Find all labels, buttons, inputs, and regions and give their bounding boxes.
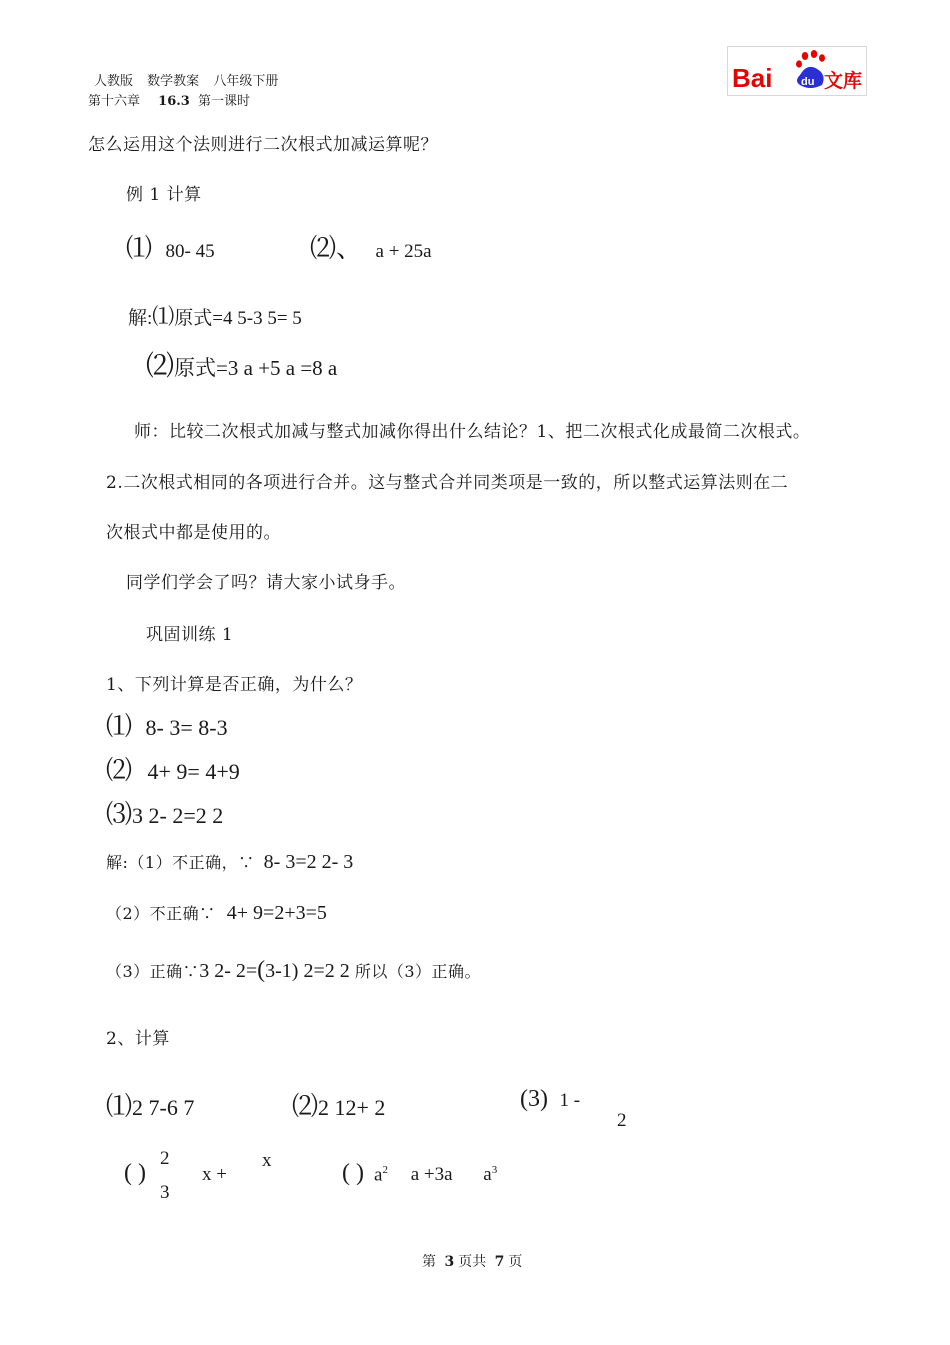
example1-solution-2 xyxy=(146,344,337,384)
teacher-remark-line-3: 次根式中都是使用的。 xyxy=(106,523,281,543)
q2-item-2-expr: 2 12+ 2 xyxy=(318,1095,386,1120)
header-line-2 xyxy=(88,90,250,109)
q1-answer-3-tail: 3-1) 2=2 2 xyxy=(265,960,350,982)
footer-page: 3 xyxy=(444,1254,455,1270)
q1-answer-2-expr: 4+ 9=2+3=5 xyxy=(226,902,327,924)
q1-answer-3-end: 所以（3）正确。 xyxy=(354,962,482,981)
example1-title: 例 1 计算 xyxy=(126,185,202,205)
example1-p1-expr: 80- 45 xyxy=(165,241,215,262)
q2-item-1 xyxy=(106,1086,194,1123)
q1-item-2 xyxy=(106,750,240,787)
q2-item-2-label: ⑵ xyxy=(292,1092,319,1121)
q1-answer-3-text: （3）正确∵ xyxy=(106,962,200,981)
q1-item-2-expr: 4+ 9= 4+9 xyxy=(147,759,240,784)
example1-sol1-expr: 原式=4 5-3 5= 5 xyxy=(174,308,302,329)
q1-item-1 xyxy=(106,706,228,743)
header-chapter: 第十六章 xyxy=(88,94,141,109)
example1-p1-label: ⑴ xyxy=(126,234,153,263)
example1-sol-label: 解: xyxy=(128,308,153,329)
header-section: 16.3 xyxy=(158,94,190,109)
header-subject: 数学教案 xyxy=(147,74,200,89)
q1-answer-1 xyxy=(106,850,353,874)
q2-item-1-label: ⑴ xyxy=(106,1092,133,1121)
practice-title: 巩固训练 1 xyxy=(146,625,234,645)
q1-item-1-label: ⑴ xyxy=(106,712,133,741)
q1-answer-2-text: （2）不正确∵ xyxy=(106,904,216,923)
q2-item-3-denominator: 2 xyxy=(617,1110,627,1131)
page-footer xyxy=(422,1251,522,1271)
footer-total-prefix: 共 xyxy=(472,1254,487,1270)
example1-sol1-label: ⑴ xyxy=(152,304,175,329)
q2-row2-b-paren: ( ) xyxy=(342,1160,364,1186)
q2-item-3-expr: 1 - xyxy=(559,1090,581,1111)
header-publisher: 人教版 xyxy=(94,74,134,89)
example1-sol2-expr: 原式=3 a +5 a =8 a xyxy=(174,356,338,380)
example1-sol2-label: ⑵ xyxy=(146,351,175,382)
footer-suffix: 页 xyxy=(508,1254,523,1270)
q2-item-2 xyxy=(292,1086,385,1123)
example1-p2-label: ⑵、 xyxy=(310,234,363,263)
teacher-remark-line-2: 2.二次根式相同的各项进行合并。这与整式合并同类项是一致的，所以整式运算法则在二 xyxy=(106,473,789,493)
example1-p2-expr: a + 25a xyxy=(375,241,432,262)
teacher-remark-line-1: 师：比较二次根式加减与整式加减你得出什么结论？1、把二次根式化成最简二次根式。 xyxy=(134,422,811,442)
q2-row2-b-a2: a xyxy=(483,1164,492,1186)
q1-answer-1-text: 解:（1）不正确，∵ xyxy=(106,853,255,872)
header-lesson: 第一课时 xyxy=(197,94,250,109)
intro-question: 怎么运用这个法则进行二次根式加减运算呢？ xyxy=(88,135,438,155)
header-grade: 八年级下册 xyxy=(213,74,279,89)
q1-answer-1-expr: 8- 3=2 2- 3 xyxy=(263,851,354,873)
q2-row2-b-sup1: 2 xyxy=(382,1164,388,1176)
q2-row2-b-a1: a xyxy=(374,1164,383,1186)
q2-row2-a-x: x xyxy=(262,1150,272,1171)
q1-answer-2 xyxy=(106,901,327,925)
logo-wenku: 文库 xyxy=(824,70,863,92)
q1-item-3-expr: 3 2- 2=2 2 xyxy=(132,803,224,828)
logo-bai: Bai xyxy=(732,63,773,93)
q2-row2-b-sup2: 3 xyxy=(491,1164,498,1176)
q1-item-2-label: ⑵ xyxy=(106,756,133,785)
footer-mid: 页 xyxy=(458,1254,473,1270)
baidu-wenku-logo xyxy=(727,46,867,96)
q1-answer-3-open: ( xyxy=(257,957,266,983)
students-prompt: 同学们学会了吗？请大家小试身手。 xyxy=(126,573,406,593)
q2-row2-a-paren: ( ) xyxy=(124,1160,146,1186)
q2-row2-b-mid: a +3a xyxy=(410,1164,453,1186)
q1-item-3 xyxy=(106,794,223,831)
q2-row2-a-expr: x + xyxy=(202,1164,227,1185)
example1-problem-1 xyxy=(126,228,215,265)
logo-du: du xyxy=(801,76,815,88)
example1-solution-1 xyxy=(128,300,302,331)
footer-total: 7 xyxy=(494,1254,505,1270)
q2-item-3 xyxy=(520,1086,580,1113)
header-line-1 xyxy=(88,70,278,89)
example1-problem-2 xyxy=(310,228,432,265)
footer-prefix: 第 xyxy=(422,1254,436,1270)
q1-answer-3 xyxy=(106,957,481,984)
q1-item-3-label: ⑶ xyxy=(106,800,133,829)
q1-answer-3-expr: 3 2- 2= xyxy=(199,960,258,982)
q1-item-1-expr: 8- 3= 8-3 xyxy=(145,715,228,740)
q2-title: 2、计算 xyxy=(106,1029,170,1049)
q2-row2-a-num: 2 xyxy=(160,1148,170,1169)
q2-item-1-expr: 2 7-6 7 xyxy=(132,1095,195,1120)
q2-item-3-label: (3) xyxy=(520,1086,548,1112)
q2-row2-a-den: 3 xyxy=(160,1182,170,1203)
q1-title: 1、下列计算是否正确，为什么？ xyxy=(106,675,363,695)
q2-row2-b-expr xyxy=(374,1164,497,1186)
